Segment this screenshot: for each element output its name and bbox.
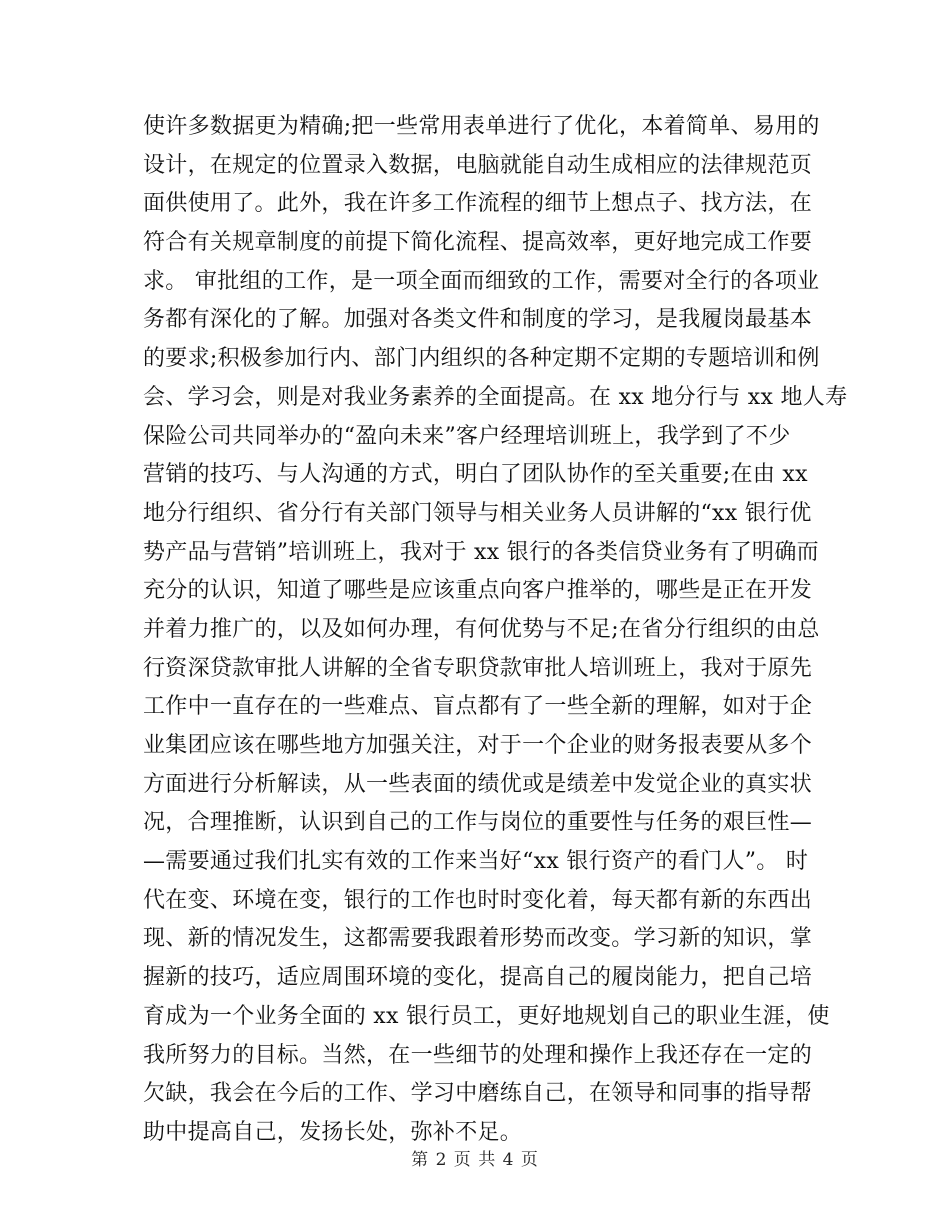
text-line: 充分的认识，知道了哪些是应该重点向客户推举的，哪些是正在开发 (143, 578, 813, 604)
text-line: 符合有关规章制度的前提下简化流程、提高效率，更好地完成工作要 (143, 230, 813, 256)
page-number-footer: 第 2 页 共 4 页 (411, 1150, 539, 1170)
text-line: 育成为一个业务全面的 xx 银行员工，更好地规划自己的职业生涯，使 (143, 1003, 830, 1029)
text-line: 方面进行分析解读，从一些表面的绩优或是绩差中发觉企业的真实状 (143, 771, 813, 797)
text-line: 并着力推广的，以及如何办理，有何优势与不足;在省分行组织的由总 (143, 616, 820, 642)
text-line: 助中提高自己，发扬长处，弥补不足。 (143, 1119, 523, 1145)
text-line: 握新的技巧，适应周围环境的变化，提高自己的履岗能力，把自己培 (143, 965, 813, 991)
text-line: 工作中一直存在的一些难点、盲点都有了一些全新的理解，如对于企 (143, 694, 813, 720)
text-line: 欠缺，我会在今后的工作、学习中磨练自己，在领导和同事的指导帮 (143, 1081, 813, 1107)
text-line: 务都有深化的了解。加强对各类文件和制度的学习，是我履岗最基本 (143, 307, 813, 333)
text-line: 设计，在规定的位置录入数据，电脑就能自动生成相应的法律规范页 (143, 152, 813, 178)
text-line: 代在变、环境在变，银行的工作也时时变化着，每天都有新的东西出 (143, 887, 813, 913)
text-line: 使许多数据更为精确;把一些常用表单进行了优化，本着简单、易用的 (143, 114, 820, 139)
text-line: 行资深贷款审批人讲解的全省专职贷款审批人培训班上，我对于原先 (143, 655, 813, 681)
text-line: 业集团应该在哪些地方加强关注，对于一个企业的财务报表要从多个 (143, 733, 813, 758)
text-line: 势产品与营销”培训班上，我对于 xx 银行的各类信贷业务有了明确而 (143, 539, 819, 565)
text-line: 我所努力的目标。当然，在一些细节的处理和操作上我还存在一定的 (143, 1042, 813, 1068)
text-line: 况，合理推断，认识到自己的工作与岗位的重要性与任务的艰巨性— (143, 810, 813, 836)
text-line: 现、新的情况发生，这都需要我跟着形势而改变。学习新的知识，掌 (143, 926, 813, 952)
text-line: 营销的技巧、与人沟通的方式，明白了团队协作的至关重要;在由 xx (143, 462, 808, 488)
text-line: 的要求;积极参加行内、部门内组织的各种定期不定期的专题培训和例 (143, 346, 820, 372)
body-text (143, 108, 848, 1153)
text-line: 会、学习会，则是对我业务素养的全面提高。在 xx 地分行与 xx 地人寿 (143, 384, 848, 410)
text-line: 地分行组织、省分行有关部门领导与相关业务人员讲解的“xx 银行优 (143, 500, 812, 526)
text-line: 保险公司共同举办的“盈向未来”客户经理培训班上，我学到了不少 (143, 423, 791, 449)
text-line: 面供使用了。此外，我在许多工作流程的细节上想点子、找方法，在 (143, 191, 813, 217)
text-line: —需要通过我们扎实有效的工作来当好“xx 银行资产的看门人”。 时 (143, 849, 809, 875)
text-line: 求。 审批组的工作，是一项全面而细致的工作，需要对全行的各项业 (143, 268, 820, 294)
